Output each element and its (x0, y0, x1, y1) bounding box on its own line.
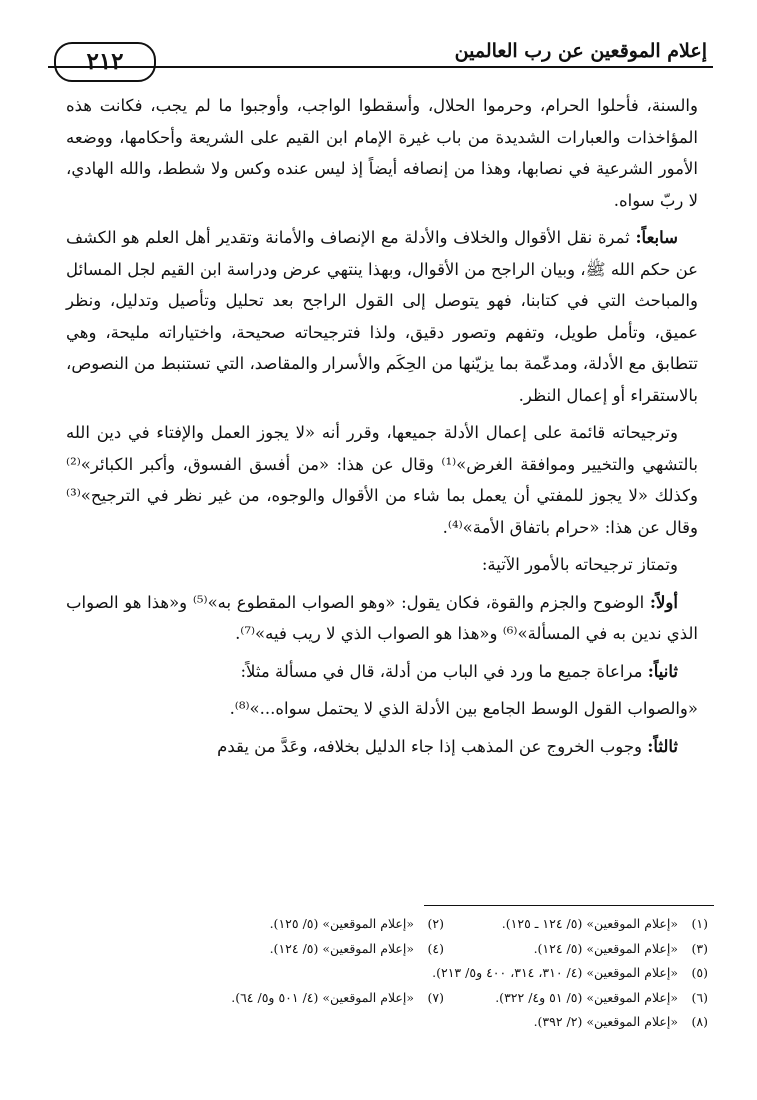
paragraph (66, 549, 698, 581)
footnotes (70, 912, 708, 1035)
paragraph (66, 417, 698, 543)
paragraph (66, 90, 698, 216)
footnote-rule (424, 905, 714, 906)
footnote-text: «إعلام الموقعين» (٥/ ١٢٤ ـ ١٢٥). (501, 916, 678, 931)
paragraph-lead: ثانياً: (647, 661, 678, 681)
footnote-number: (١) (691, 916, 708, 931)
footnote-row (70, 912, 708, 937)
paragraph-lead: سابعاً: (635, 228, 678, 247)
header-rule (48, 66, 713, 68)
footnote-text: «إعلام الموقعين» (٥/ ١٢٤). (533, 940, 678, 956)
footnote-number: (٤) (427, 940, 445, 956)
paragraph-text: وترجيحاته قائمة على إعمال الأدلة جميعها، وقرر أنه «لا يجوز العمل والإفتاء في دين الله بالتشهي والتخيير وموافقة الغرض»⁽¹⁾ وقال عن هذا: «من أفسق الفسوق، وأكبر الكبائر»⁽²⁾ وكذلك «لا يجوز للمفتي أن يعمل بما شاء من الأقوال والوجوه، من غير نظر في الترجيح»⁽³⁾ وقال عن هذا: «حرام باتفاق الأمة»⁽⁴⁾. (66, 423, 698, 537)
footnote-text: «إعلام الموقعين» (٥/ ١٢٥). (269, 916, 415, 931)
main-text (66, 90, 698, 768)
paragraph-text: الوضوح والجزم والقوة، فكان يقول: «وهو الصواب المقطوع به»⁽⁵⁾ و«هذا هو الصواب الذي ندين به في المسألة»⁽⁶⁾ و«هذا هو الصواب الذي لا ريب فيه»⁽⁷⁾. (66, 592, 698, 643)
footnote-number: (٦) (691, 989, 708, 1005)
footnote-text: «إعلام الموقعين» (٥/ ١٢٤). (269, 940, 415, 956)
paragraph-text: «والصواب القول الوسط الجامع بين الأدلة الذي لا يحتمل سواه...»⁽⁸⁾. (229, 699, 698, 718)
footnote-text: «إعلام الموقعين» (٢/ ٣٩٢). (533, 1014, 678, 1029)
page-header (48, 36, 713, 86)
footnote-text: «إعلام الموقعين» (٤/ ٥٠١ و٥/ ٦٤). (231, 989, 415, 1005)
paragraph (66, 222, 698, 411)
footnote-number: (٣) (691, 940, 708, 956)
footnote-text: «إعلام الموقعين» (٤/ ٣١٠، ٣١٤، ٤٠٠ و٥/ ٢١٣). (432, 965, 678, 980)
paragraph-text: مراعاة جميع ما ورد في الباب من أدلة، قال في مسألة مثلاً: (240, 661, 648, 681)
footnote-number: (٥) (691, 965, 708, 980)
paragraph (66, 656, 698, 688)
paragraph (66, 693, 698, 725)
footnote-text: «إعلام الموقعين» (٥/ ٥١ و٤/ ٣٢٢). (495, 989, 678, 1005)
footnote-number: (٨) (691, 1014, 708, 1029)
paragraph (66, 587, 698, 650)
paragraph-text: والسنة، فأحلوا الحرام، وحرموا الحلال، وأسقطوا الواجب، وأوجبوا ما لم يجب، فكانت هذه المؤاخذات والعبارات الشديدة من باب غيرة الإمام ابن القيم على الشريعة وأحكامها، ووضعه الأمور الشرعية في نصابها، وهذا من إنصافه أيضاً إذ ليس عنده وكس ولا شطط، والله الهادي، لا ربّ سواه. (66, 96, 698, 210)
footnote-row (70, 937, 708, 962)
footnote-row (70, 986, 708, 1011)
page-number: ٢١٢ (54, 42, 156, 82)
paragraph-text: وتمتاز ترجيحاته بالأمور الآتية: (481, 555, 678, 574)
paragraph-lead: أولاً: (649, 592, 678, 612)
paragraph (66, 731, 698, 763)
paragraph-text: وجوب الخروج عن المذهب إذا جاء الدليل بخلافه، وعَدَّ من يقدم (217, 736, 648, 756)
footnote-number: (٧) (427, 989, 445, 1005)
footnote-row (70, 1010, 708, 1035)
footnote-number: (٢) (427, 916, 445, 931)
paragraph-text: ثمرة نقل الأقوال والخلاف والأدلة مع الإنصاف والأمانة وتقدير أهل العلم هو الكشف عن حكم الله ﷺ، وبيان الراجح من الأقوال، وبهذا ينتهي عرض ودراسة ابن القيم لجل المسائل والمباحث التي في كتابنا، فهو يتوصل إلى القول الراجح بعد تحليل وتأصيل وتدليل، ونظر عميق، وتأمل طويل، وتفهم وتصور دقيق، ولذا فترجيحاته صحيحة، واختياراته مليحة، وهي تتطابق مع الأدلة، ومدعّمة بما يزيّنها من الحِكَم والأسرار والمقاصد، التي تستنبط من النصوص، بالاستقراء أو إعمال النظر. (66, 228, 698, 405)
running-title: إعلام الموقعين عن رب العالمين (454, 40, 707, 62)
footnote-row (70, 961, 708, 986)
paragraph-lead: ثالثاً: (647, 736, 678, 756)
